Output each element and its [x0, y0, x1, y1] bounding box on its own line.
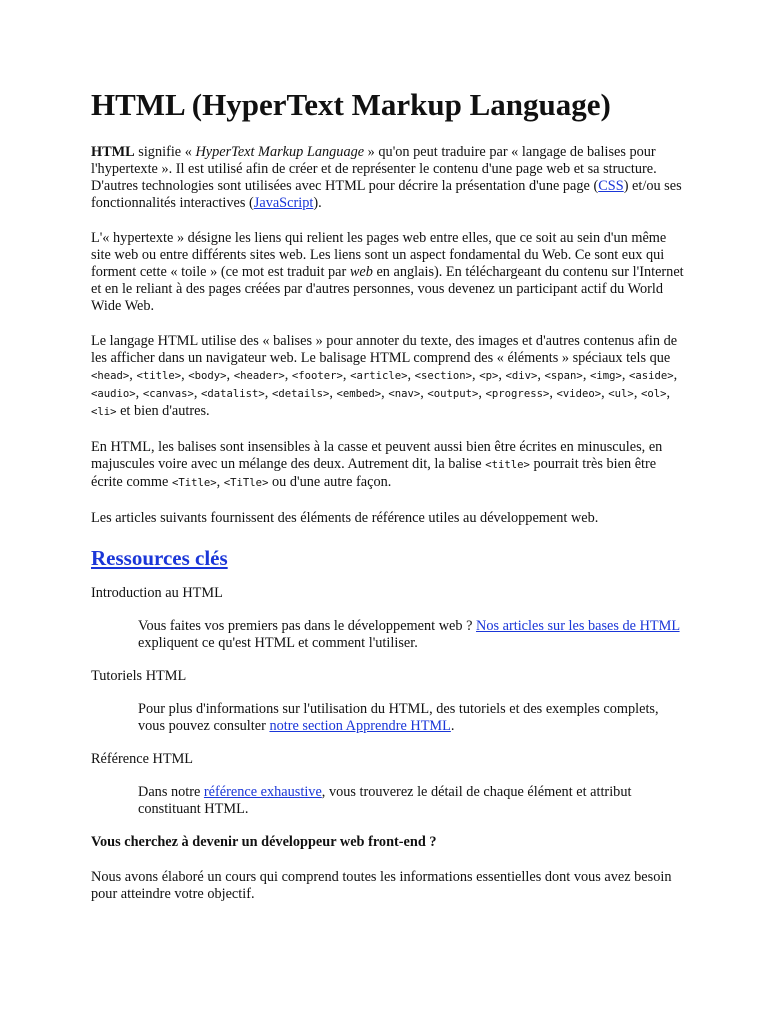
- hypertext-text-2: en anglais). En téléchargeant du contenu sur l'Internet et en le reliant à des pages créées par d'autres personnes, vous devenez un participant actif du World Wide Web.: [91, 264, 684, 314]
- intro-text-1: signifie «: [134, 144, 196, 160]
- html-tag-code: <div>: [505, 370, 538, 382]
- resource-term-reference: Référence HTML: [91, 751, 194, 767]
- casse-paragraph: [91, 439, 688, 492]
- html-tag-code: <header>: [233, 370, 285, 382]
- balises-text-1: Le langage HTML utilise des « balises » pour annoter du texte, des images et d'autres contenus afin de les afficher dans un navigateur web. Le balisage HTML comprend des « éléments » spéciaux tels que: [91, 333, 678, 366]
- html-tag-code: <details>: [271, 388, 330, 400]
- web-term: web: [349, 264, 373, 280]
- html-tag-code: <output>: [427, 388, 479, 400]
- resource-term-tutorials: Tutoriels HTML: [91, 668, 187, 684]
- html-tag-code: <video>: [556, 388, 602, 400]
- resource-desc-text: .: [450, 718, 455, 734]
- html-tag-code: <aside>: [629, 370, 674, 382]
- html-tag-code: <section>: [414, 370, 473, 382]
- html-tag-code: <canvas>: [142, 388, 194, 400]
- html-tag-code: <embed>: [336, 388, 382, 400]
- resources-heading: [91, 545, 688, 571]
- intro-paragraph: [91, 144, 688, 212]
- html-tag-code: <progress>: [485, 388, 550, 400]
- resource-desc-reference: [138, 784, 688, 818]
- html-tag-code: <body>: [188, 370, 227, 382]
- hypertext-paragraph: [91, 230, 688, 315]
- resource-desc-text: Vous faites vos premiers pas dans le développement web ?: [138, 618, 477, 634]
- balises-text-2: et bien d'autres.: [116, 403, 210, 419]
- hypertext-text-1: L'« hypertexte » désigne les liens qui relient les pages web entre elles, que ce soit au sein d'un même site web ou entre différents sites web. Les liens sont un aspect fondamental du Web. Ce sont eux qui forment cette « toile » (ce mot est traduit par: [91, 230, 667, 280]
- resources-heading-link[interactable]: Ressources clés: [91, 546, 228, 570]
- resource-desc-text: Pour plus d'informations sur l'utilisation du HTML, des tutoriels et des exemples complets, vous pouvez consulter: [138, 701, 659, 734]
- resource-desc-text: Dans notre: [138, 784, 204, 800]
- frontend-paragraph: Nous avons élaboré un cours qui comprend toutes les informations essentielles dont vous avez besoin pour atteindre votre objectif.: [91, 869, 672, 902]
- html-tag-code: <head>: [91, 370, 130, 382]
- resource-desc-tutorials: [138, 701, 688, 735]
- tag-list: <head>, <title>, <body>, <header>, <footer>, <article>, <section>, <p>, <div>, <span>, <img>, <aside>, <audio>, <canvas>, <datalist>, <details>, <embed>, <nav>, <output>, <progress>, <video>, <ul>, <ol>, <li>: [91, 367, 678, 418]
- html-expansion: HyperText Markup Language: [195, 144, 365, 160]
- casse-text-1: En HTML, les balises sont insensibles à la casse et peuvent aussi bien être écrites en minuscules, en majuscules voire avec un mélange des deux. Autrement dit, la balise: [91, 439, 663, 472]
- html-tag-code: <p>: [479, 370, 499, 382]
- javascript-link[interactable]: JavaScript: [253, 195, 314, 211]
- learn-html-link[interactable]: notre section Apprendre HTML: [269, 718, 451, 734]
- intro-text-3: ) et/ou ses fonctionnalités interactives (: [91, 178, 682, 211]
- resource-desc-text: expliquent ce qu'est HTML et comment l'utiliser.: [138, 635, 418, 651]
- resource-desc-intro: [138, 618, 688, 652]
- reference-link[interactable]: référence exhaustive: [203, 784, 322, 800]
- html-tag-code: <img>: [589, 370, 622, 382]
- casse-text-3: ,: [216, 474, 224, 490]
- html-tag-code: <article>: [350, 370, 408, 382]
- resource-term-intro: Introduction au HTML: [91, 585, 223, 601]
- html-basics-link[interactable]: Nos articles sur les bases de HTML: [476, 618, 680, 634]
- code-title-lower: <title>: [485, 459, 530, 471]
- balises-paragraph: [91, 333, 688, 421]
- casse-text-2: pourrait très bien être écrite comme: [91, 456, 657, 490]
- html-term: HTML: [91, 144, 135, 160]
- html-tag-code: <audio>: [91, 388, 136, 400]
- intro-text-4: ).: [313, 195, 322, 211]
- code-title-mixed: <TiTle>: [223, 477, 269, 489]
- html-tag-code: <li>: [91, 406, 117, 418]
- html-tag-code: <title>: [136, 370, 182, 382]
- frontend-question: Vous cherchez à devenir un développeur web front-end ?: [91, 834, 437, 850]
- code-title-capital: <Title>: [171, 477, 217, 489]
- articles-paragraph: Les articles suivants fournissent des éléments de référence utiles au développement web.: [91, 510, 599, 526]
- css-link[interactable]: CSS: [598, 178, 624, 194]
- resource-desc-text: , vous trouverez le détail de chaque élément et attribut constituant HTML.: [138, 784, 632, 817]
- intro-text-2: » qu'on peut traduire par « langage de balises pour l'hypertexte ». Il est utilisé afin de créer et de représenter le contenu d'une page web et sa structure. D'autres technologies sont utilisées avec HTML pour décrire la présentation d'une page (: [91, 144, 657, 194]
- html-tag-code: <ul>: [608, 388, 634, 400]
- page-title: HTML (HyperText Markup Language): [91, 87, 611, 122]
- html-tag-code: <datalist>: [201, 388, 265, 400]
- html-tag-code: <span>: [544, 370, 583, 382]
- html-tag-code: <nav>: [388, 388, 421, 400]
- resources-list: [91, 585, 688, 818]
- html-tag-code: <ol>: [640, 388, 667, 400]
- casse-text-4: ou d'une autre façon.: [268, 474, 392, 490]
- html-tag-code: <footer>: [291, 370, 343, 382]
